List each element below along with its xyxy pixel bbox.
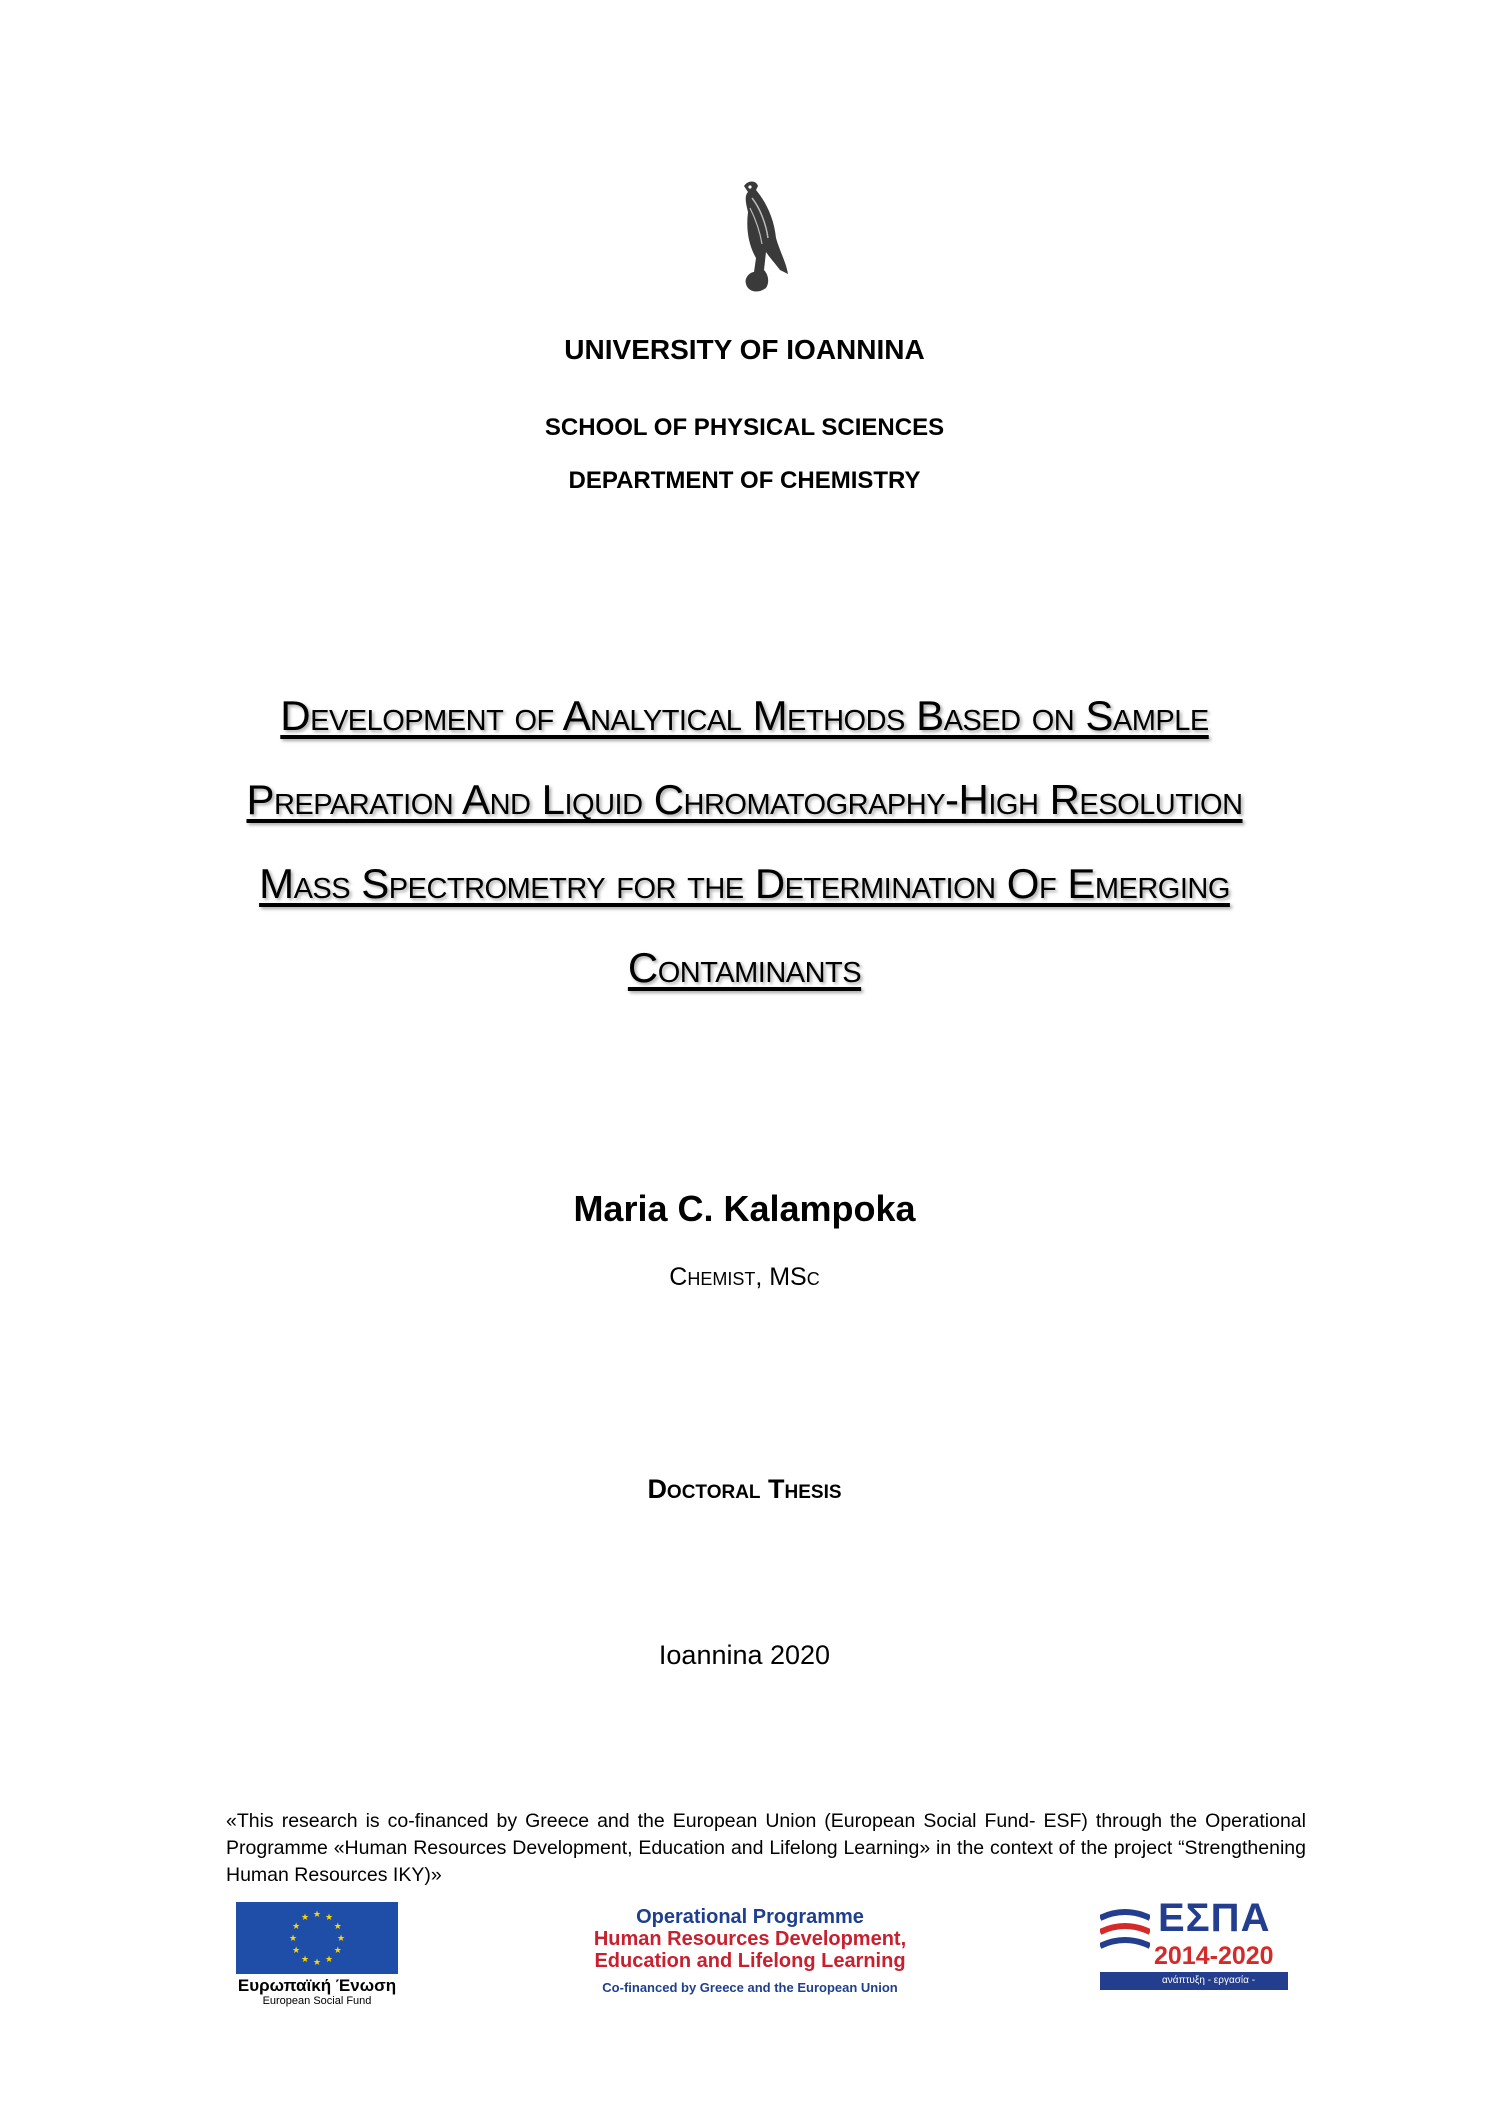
espa-logo — [1100, 1896, 1288, 2004]
eu-flag-icon — [236, 1902, 398, 1974]
op-logo-line-2: Human Resources Development, — [593, 1928, 907, 1950]
eu-star-icon: ★ — [288, 1934, 298, 1944]
eu-star-icon: ★ — [312, 1910, 322, 1920]
op-logo-line-3: Education and Lifelong Learning — [594, 1950, 906, 1972]
document-type: Doctoral Thesis — [647, 1474, 842, 1504]
eu-star-icon: ★ — [312, 1958, 322, 1968]
eu-star-icon: ★ — [324, 1954, 334, 1965]
eu-star-icon: ★ — [292, 1922, 301, 1932]
eu-logo-caption-greek: Ευρωπαϊκή Ένωση — [237, 1976, 397, 1995]
espa-tagline-bar — [1100, 1972, 1288, 2004]
eu-logo-caption-english: European Social Fund — [262, 1995, 372, 2007]
eu-logo — [232, 1902, 402, 2006]
thesis-title-line-2: Preparation And Liquid Chromatography-High Resolution — [246, 776, 1243, 823]
thesis-title-line-4: Contaminants — [627, 944, 862, 991]
author-name: Maria C. Kalampoka — [573, 1188, 916, 1229]
op-logo-line-1: Operational Programme — [636, 1906, 864, 1928]
funding-note: «This research is co-financed by Greece and the European Union (European Social Fund- ESF) through the Operational Programme «Human Resources Development, Education and Lifelong Learning» in the context of the project “Strengthening Human Resources IKY)» — [226, 1810, 1306, 1886]
espa-years: 2014-2020 — [1154, 1942, 1274, 1970]
eu-star-icon: ★ — [333, 1922, 342, 1932]
school-name: SCHOOL OF PHYSICAL SCIENCES — [544, 414, 945, 441]
espa-tagline: ανάπτυξη - εργασία - αλληλεγγύη — [1162, 1975, 1256, 2004]
eu-star-icon: ★ — [300, 1913, 310, 1924]
university-emblem-icon — [726, 178, 796, 298]
eu-star-icon: ★ — [292, 1946, 301, 1956]
eu-star-icon: ★ — [333, 1946, 342, 1956]
operational-programme-logo — [540, 1906, 960, 2010]
author-role: Chemist, MSc — [669, 1263, 820, 1291]
eu-star-icon: ★ — [336, 1934, 346, 1944]
eu-star-icon: ★ — [300, 1954, 310, 1965]
department-name: DEPARTMENT OF CHEMISTRY — [568, 467, 921, 494]
eu-star-icon: ★ — [324, 1913, 334, 1924]
place-year: Ioannina 2020 — [658, 1640, 831, 1670]
espa-stripes-icon — [1100, 1908, 1150, 1964]
op-logo-line-4: Co-financed by Greece and the European Union — [602, 1980, 898, 1995]
thesis-title-line-1: Development of Analytical Methods Based on Sample — [280, 692, 1209, 739]
university-name: UNIVERSITY OF IOANNINA — [564, 334, 925, 365]
thesis-title-line-3: Mass Spectrometry for the Determination Of Emerging — [259, 860, 1230, 907]
espa-word: ΕΣΠΑ — [1158, 1896, 1271, 1940]
